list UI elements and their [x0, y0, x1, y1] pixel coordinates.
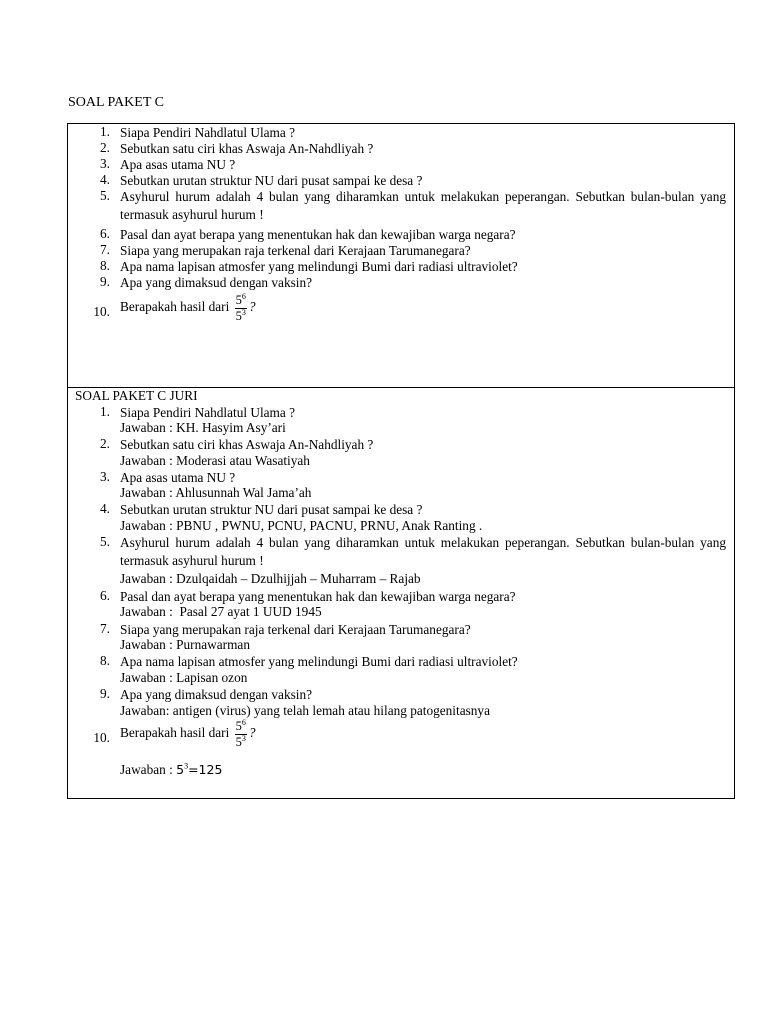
- question-number: 7.: [100, 621, 110, 636]
- answer-text: Jawaban : KH. Hasyim Asy’ari: [120, 420, 286, 435]
- fraction: $\frac{5^6}{5^3}$: [235, 291, 246, 323]
- question-text: Pasal dan ayat berapa yang menentukan hak dan kewajiban warga negara?: [120, 227, 516, 242]
- question-text: Berapakah hasil dari: [120, 725, 230, 741]
- question-number: 2.: [100, 436, 110, 451]
- question-number: 8.: [100, 653, 110, 668]
- question-number: 6.: [100, 226, 110, 241]
- question-text: Apa nama lapisan atmosfer yang melindungi Bumi dari radiasi ultraviolet?: [120, 654, 518, 669]
- answer-text: Jawaban : $5^3=125$: [120, 761, 223, 777]
- question-text: Sebutkan urutan struktur NU dari pusat sampai ke desa ?: [120, 502, 423, 517]
- question-number: 8.: [100, 258, 110, 273]
- question-text: Berapakah hasil dari: [120, 299, 230, 315]
- answer-text: Jawaban : PBNU , PWNU, PCNU, PACNU, PRNU, Anak Ranting .: [120, 518, 483, 533]
- jury-title: SOAL PAKET C JURI: [75, 388, 198, 403]
- question-text: Siapa Pendiri Nahdlatul Ulama ?: [120, 125, 296, 140]
- question-number: 5.: [100, 188, 110, 203]
- question-number: 4.: [100, 172, 110, 187]
- question-text: Sebutkan urutan struktur NU dari pusat sampai ke desa ?: [120, 173, 423, 188]
- question-number: 10.: [93, 304, 110, 319]
- question-text: Apa asas utama NU ?: [120, 470, 236, 485]
- question-number: 1.: [100, 124, 110, 139]
- page-title: SOAL PAKET C: [68, 95, 164, 110]
- question-number: 3.: [100, 469, 110, 484]
- question-text: Siapa yang merupakan raja terkenal dari Kerajaan Tarumanegara?: [120, 243, 471, 258]
- question-number: 4.: [100, 501, 110, 516]
- question-text: Siapa yang merupakan raja terkenal dari Kerajaan Tarumanegara?: [120, 622, 471, 637]
- question-text: Sebutkan satu ciri khas Aswaja An-Nahdliyah ?: [120, 141, 374, 156]
- question-number: 10.: [93, 730, 110, 745]
- answer-text: Jawaban: antigen (virus) yang telah lemah atau hilang patogenitasnya: [120, 703, 490, 718]
- question-text: Apa nama lapisan atmosfer yang melindungi Bumi dari radiasi ultraviolet?: [120, 259, 518, 274]
- questions-box: 1. Siapa Pendiri Nahdlatul Ulama ? 2. Sebutkan satu ciri khas Aswaja An-Nahdliyah ? 3. Apa asas utama NU ? 4. Sebutkan urutan struktur NU dari pusat sampai ke desa ? 5. Asyhurul hurum adalah 4 bulan yang diharamkan untuk melakukan peperangan. Sebutkan bulan-bulan yang termasuk asyhurul hurum ! 6. Pasal dan ayat berapa yang menentukan hak dan kewajiban warga negara? 7. Siapa yang merupakan raja terkenal dari Kerajaan Tarumanegara? 8. Apa nama lapisan atmosfer yang melindungi Bumi dari radiasi ultraviolet? 9. Apa yang dimaksud dengan vaksin? 10. Berapakah hasil dari $\frac{5^6}{5^3}$ ?: [67, 123, 735, 388]
- answer-text: Jawaban : Dzulqaidah – Dzulhijjah – Muharram – Rajab: [120, 571, 421, 586]
- answer-text: Jawaban : Pasal 27 ayat 1 UUD 1945: [120, 604, 322, 619]
- question-text: Apa yang dimaksud dengan vaksin?: [120, 687, 313, 702]
- jury-box: SOAL PAKET C JURI 1. Siapa Pendiri Nahdlatul Ulama ? Jawaban : KH. Hasyim Asy’ari 2. Sebutkan satu ciri khas Aswaja An-Nahdliyah ? Jawaban : Moderasi atau Wasatiyah 3. Apa asas utama NU ? Jawaban : Ahlusunnah Wal Jama’ah 4. Sebutkan urutan struktur NU dari pusat sampai ke desa ? Jawaban : PBNU , PWNU, PCNU, PACNU, PRNU, Anak Ranting . 5. Asyhurul hurum adalah 4 bulan yang diharamkan untuk melakukan peperangan. Sebutkan bulan-bulan yang termasuk asyhurul hurum ! Jawaban : Dzulqaidah – Dzulhijjah – Muharram – Rajab 6. Pasal dan ayat berapa yang menentukan hak dan kewajiban warga negara? Jawaban : Pasal 27 ayat 1 UUD 1945 7. Siapa yang merupakan raja terkenal dari Kerajaan Tarumanegara? Jawaban : Purnawarman 8. Apa nama lapisan atmosfer yang melindungi Bumi dari radiasi ultraviolet? Jawaban : Lapisan ozon 9. Apa yang dimaksud dengan vaksin? Jawaban: antigen (virus) yang telah lemah atau hilang patogenitasnya 10. Berapakah hasil dari $\frac{5^6}{5^3}$ ? Jawaban : $5^3=125$: [67, 387, 735, 799]
- answer-text: Jawaban : Lapisan ozon: [120, 670, 248, 685]
- answer-text: Jawaban : Moderasi atau Wasatiyah: [120, 453, 310, 468]
- question-number: 6.: [100, 588, 110, 603]
- question-number: 3.: [100, 156, 110, 171]
- question-text: Apa yang dimaksud dengan vaksin?: [120, 275, 313, 290]
- question-text: Pasal dan ayat berapa yang menentukan hak dan kewajiban warga negara?: [120, 589, 516, 604]
- question-text: Asyhurul hurum adalah 4 bulan yang diharamkan untuk melakukan peperangan. Sebutkan bulan-bulan yang termasuk asyhurul hurum !: [120, 535, 726, 568]
- answer-text: Jawaban : Purnawarman: [120, 637, 250, 652]
- question-text: Asyhurul hurum adalah 4 bulan yang diharamkan untuk melakukan peperangan. Sebutkan bulan-bulan yang termasuk asyhurul hurum !: [120, 189, 726, 222]
- question-number: 1.: [100, 404, 110, 419]
- answer-text: Jawaban : Ahlusunnah Wal Jama’ah: [120, 485, 312, 500]
- question-number: 5.: [100, 534, 110, 549]
- question-number: 2.: [100, 140, 110, 155]
- fraction: $\frac{5^6}{5^3}$: [235, 717, 246, 749]
- question-number: 9.: [100, 686, 110, 701]
- question-text: Sebutkan satu ciri khas Aswaja An-Nahdliyah ?: [120, 437, 374, 452]
- question-text: Siapa Pendiri Nahdlatul Ulama ?: [120, 405, 296, 420]
- question-text: Apa asas utama NU ?: [120, 157, 236, 172]
- question-number: 7.: [100, 242, 110, 257]
- question-number: 9.: [100, 274, 110, 289]
